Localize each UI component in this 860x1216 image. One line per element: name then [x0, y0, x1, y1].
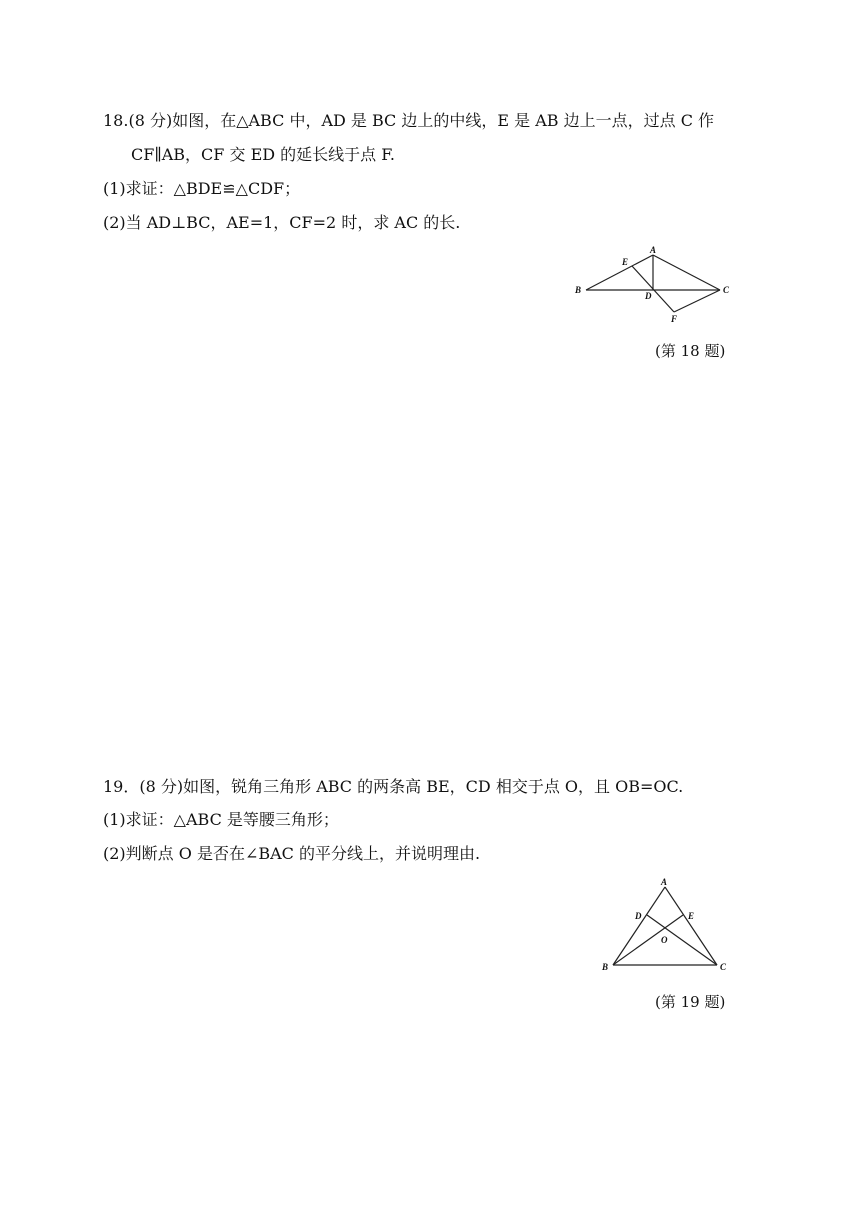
- q19-segment-AB: [613, 887, 665, 965]
- q18-part1: (1)求证：△BDE≌△CDF；: [103, 179, 301, 198]
- q19-stem-line1: 19．(8 分)如图，锐角三角形 ABC 的两条高 BE，CD 相交于点 O，且 OB=OC.: [103, 777, 684, 796]
- q18-part2: (2)当 AD⊥BC，AE=1，CF=2 时，求 AC 的长.: [103, 213, 461, 232]
- q18-segment-CF: [674, 290, 720, 312]
- q19-segment-AC: [665, 887, 717, 965]
- q19-label-C: C: [720, 962, 727, 972]
- q19-segment-BE: [613, 915, 683, 965]
- q18-label-B: B: [575, 285, 582, 295]
- q18-label-F: F: [671, 314, 678, 324]
- q19-label-E: E: [688, 911, 695, 921]
- q19-label-D: D: [635, 911, 642, 921]
- q18-label-A: A: [650, 245, 657, 255]
- q19-label-B: B: [602, 962, 609, 972]
- q18-label-D: D: [645, 291, 652, 301]
- q19-label-O: O: [661, 935, 668, 945]
- q18-stem-line2: CF∥AB，CF 交 ED 的延长线于点 F.: [131, 145, 395, 164]
- q19-part1: (1)求证：△ABC 是等腰三角形；: [103, 810, 339, 829]
- q19-caption: (第 19 题): [655, 993, 726, 1011]
- q19-label-A: A: [661, 877, 668, 887]
- q18-label-C: C: [723, 285, 730, 295]
- q18-segment-AC: [653, 255, 720, 290]
- q18-caption: (第 18 题): [655, 342, 726, 360]
- q19-part2: (2)判断点 O 是否在∠BAC 的平分线上，并说明理由.: [103, 844, 481, 863]
- q18-stem-line1: 18.(8 分)如图，在△ABC 中，AD 是 BC 边上的中线，E 是 AB 边上一点，过点 C 作: [103, 111, 715, 130]
- q19-figure: [595, 872, 740, 977]
- q18-segment-AB: [586, 255, 653, 290]
- q19-segment-CD: [647, 915, 717, 965]
- q18-label-E: E: [622, 257, 629, 267]
- q18-figure: [570, 242, 740, 327]
